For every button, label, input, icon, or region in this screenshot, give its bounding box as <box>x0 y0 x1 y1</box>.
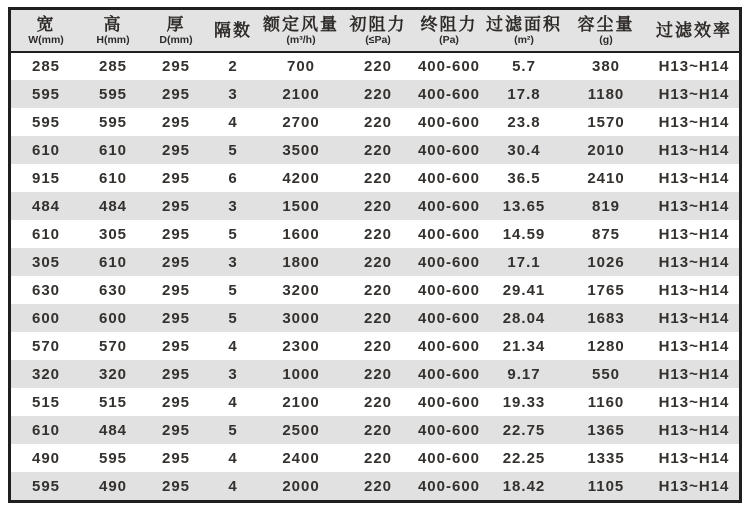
table-cell: 595 <box>98 449 128 467</box>
table-cell: 220 <box>363 85 393 103</box>
table-cell: 1105 <box>587 477 625 495</box>
table-cell: 285 <box>31 58 61 75</box>
table-cell: 220 <box>363 477 393 495</box>
table-cell: 400-600 <box>417 141 481 159</box>
table-cell: 400-600 <box>417 281 481 299</box>
table-cell: 28.04 <box>502 309 546 327</box>
table-cell: 1800 <box>282 253 320 271</box>
table-cell: 17.1 <box>507 253 541 271</box>
col-header-label: 厚 <box>166 14 186 34</box>
table-cell: H13~H14 <box>658 85 730 103</box>
table-cell: 2300 <box>282 337 320 355</box>
table-row <box>11 108 739 136</box>
table-cell: 3500 <box>282 141 320 159</box>
col-header-final-resistance <box>413 10 485 52</box>
table-cell: 484 <box>31 197 61 215</box>
table-cell: 5 <box>228 225 238 243</box>
col-header-label: 容尘量 <box>577 14 635 34</box>
table-cell: 1160 <box>587 393 625 411</box>
table-cell: 18.42 <box>502 477 546 495</box>
table-cell: 595 <box>31 113 61 131</box>
table-row <box>11 332 739 360</box>
table-cell: 1683 <box>587 309 625 327</box>
table-cell: 6 <box>228 169 238 187</box>
table-cell: 295 <box>161 365 191 383</box>
table-cell: 4 <box>228 337 238 355</box>
table-cell: 915 <box>31 169 61 187</box>
table-cell: 305 <box>98 225 128 243</box>
filter-spec-table <box>11 10 739 500</box>
table-cell: 3 <box>228 85 238 103</box>
col-header-unit: (m²) <box>514 33 534 46</box>
table-cell: 295 <box>161 309 191 327</box>
table-cell: H13~H14 <box>658 309 730 327</box>
col-header-width <box>11 10 81 52</box>
table-cell: 220 <box>363 365 393 383</box>
table-cell: 400-600 <box>417 393 481 411</box>
table-cell: 17.8 <box>507 85 541 103</box>
table-cell: H13~H14 <box>658 58 730 75</box>
table-row <box>11 136 739 164</box>
table-cell: 2010 <box>587 141 625 159</box>
table-cell: H13~H14 <box>658 281 730 299</box>
table-cell: 22.75 <box>502 421 546 439</box>
table-cell: 2000 <box>282 477 320 495</box>
table-cell: 36.5 <box>507 169 541 187</box>
table-cell: H13~H14 <box>658 393 730 411</box>
table-cell: 220 <box>363 449 393 467</box>
table-cell: H13~H14 <box>658 113 730 131</box>
table-frame <box>8 7 742 503</box>
col-header-label: 隔数 <box>214 20 252 40</box>
table-cell: 819 <box>591 197 621 215</box>
table-cell: 2100 <box>282 393 320 411</box>
table-cell: 2500 <box>282 421 320 439</box>
table-cell: 570 <box>31 337 61 355</box>
table-cell: 220 <box>363 197 393 215</box>
table-cell: 220 <box>363 421 393 439</box>
table-cell: 1365 <box>587 421 625 439</box>
table-cell: 295 <box>161 421 191 439</box>
table-cell: 220 <box>363 281 393 299</box>
col-header-unit: (≤Pa) <box>365 33 391 46</box>
col-header-unit: H(mm) <box>96 33 130 46</box>
col-header-height <box>81 10 145 52</box>
table-row <box>11 248 739 276</box>
table-cell: 30.4 <box>507 141 541 159</box>
col-header-rated-airflow <box>259 10 343 52</box>
table-cell: 484 <box>98 197 128 215</box>
table-cell: 610 <box>31 141 61 159</box>
table-row <box>11 52 739 80</box>
col-header-partitions <box>207 10 259 52</box>
table-cell: 305 <box>31 253 61 271</box>
table-cell: 400-600 <box>417 253 481 271</box>
table-row <box>11 472 739 500</box>
table-cell: 220 <box>363 309 393 327</box>
table-row <box>11 192 739 220</box>
table-cell: 2410 <box>587 169 625 187</box>
table-row <box>11 164 739 192</box>
table-cell: 595 <box>98 85 128 103</box>
table-cell: 295 <box>161 113 191 131</box>
table-cell: 22.25 <box>502 449 546 467</box>
table-cell: 490 <box>31 449 61 467</box>
table-cell: 220 <box>363 169 393 187</box>
table-cell: 14.59 <box>502 225 546 243</box>
table-cell: H13~H14 <box>658 197 730 215</box>
table-cell: H13~H14 <box>658 365 730 383</box>
table-cell: 295 <box>161 337 191 355</box>
table-cell: 2 <box>228 58 238 75</box>
table-cell: 3 <box>228 197 238 215</box>
table-cell: 1500 <box>282 197 320 215</box>
table-cell: 2400 <box>282 449 320 467</box>
table-cell: 285 <box>98 58 128 75</box>
table-cell: 400-600 <box>417 169 481 187</box>
col-header-filter-area <box>485 10 563 52</box>
table-cell: 2700 <box>282 113 320 131</box>
table-cell: 610 <box>98 141 128 159</box>
col-header-label: 初阻力 <box>349 14 407 34</box>
table-cell: 3200 <box>282 281 320 299</box>
table-cell: 400-600 <box>417 58 481 75</box>
table-cell: 2100 <box>282 85 320 103</box>
table-cell: 295 <box>161 281 191 299</box>
table-cell: H13~H14 <box>658 337 730 355</box>
table-cell: 400-600 <box>417 309 481 327</box>
col-header-unit: (g) <box>599 33 613 46</box>
table-cell: 1000 <box>282 365 320 383</box>
table-cell: 220 <box>363 58 393 75</box>
table-cell: 5 <box>228 141 238 159</box>
col-header-label: 宽 <box>36 14 56 34</box>
table-cell: 550 <box>591 365 621 383</box>
table-cell: 295 <box>161 141 191 159</box>
table-cell: 4 <box>228 113 238 131</box>
table-cell: 9.17 <box>507 365 541 383</box>
table-cell: 515 <box>31 393 61 411</box>
table-cell: 400-600 <box>417 197 481 215</box>
table-cell: 5 <box>228 281 238 299</box>
header-row <box>11 10 739 52</box>
table-cell: 21.34 <box>502 337 546 355</box>
table-cell: H13~H14 <box>658 477 730 495</box>
col-header-initial-resistance <box>343 10 413 52</box>
table-cell: 295 <box>161 225 191 243</box>
table-cell: 5 <box>228 309 238 327</box>
table-cell: 610 <box>98 253 128 271</box>
table-cell: 5 <box>228 421 238 439</box>
table-cell: 400-600 <box>417 421 481 439</box>
table-cell: 5.7 <box>512 58 536 75</box>
col-header-unit: D(mm) <box>159 33 193 46</box>
table-cell: 595 <box>31 477 61 495</box>
table-cell: 1570 <box>587 113 625 131</box>
table-cell: 700 <box>286 58 316 75</box>
table-cell: 610 <box>98 169 128 187</box>
table-cell: H13~H14 <box>658 225 730 243</box>
table-cell: 3000 <box>282 309 320 327</box>
table-cell: 1026 <box>587 253 625 271</box>
col-header-label: 过滤面积 <box>486 14 562 34</box>
col-header-filter-efficiency <box>649 10 739 52</box>
table-cell: 320 <box>31 365 61 383</box>
table-cell: 23.8 <box>507 113 541 131</box>
table-cell: 4200 <box>282 169 320 187</box>
table-cell: 610 <box>31 421 61 439</box>
table-cell: 400-600 <box>417 449 481 467</box>
table-cell: H13~H14 <box>658 253 730 271</box>
table-cell: 4 <box>228 477 238 495</box>
table-cell: 595 <box>31 85 61 103</box>
table-cell: 400-600 <box>417 337 481 355</box>
table-cell: 295 <box>161 449 191 467</box>
table-row <box>11 444 739 472</box>
table-cell: 1180 <box>587 85 625 103</box>
table-cell: 1765 <box>587 281 625 299</box>
table-row <box>11 360 739 388</box>
col-header-label: 过滤效率 <box>656 20 732 40</box>
table-cell: 320 <box>98 365 128 383</box>
table-cell: H13~H14 <box>658 141 730 159</box>
table-cell: 220 <box>363 337 393 355</box>
col-header-label: 额定风量 <box>263 14 339 34</box>
table-row <box>11 388 739 416</box>
table-cell: 400-600 <box>417 113 481 131</box>
table-cell: 600 <box>31 309 61 327</box>
table-cell: 400-600 <box>417 365 481 383</box>
table-cell: 630 <box>98 281 128 299</box>
table-cell: 295 <box>161 85 191 103</box>
table-cell: 295 <box>161 197 191 215</box>
table-row <box>11 416 739 444</box>
table-cell: 295 <box>161 253 191 271</box>
table-cell: 400-600 <box>417 225 481 243</box>
table-cell: 400-600 <box>417 477 481 495</box>
table-body <box>11 52 739 500</box>
table-row <box>11 276 739 304</box>
col-header-label: 终阻力 <box>420 14 478 34</box>
table-cell: 295 <box>161 58 191 75</box>
table-row <box>11 304 739 332</box>
table-cell: 380 <box>591 58 621 75</box>
table-row <box>11 80 739 108</box>
table-cell: 295 <box>161 393 191 411</box>
table-cell: 4 <box>228 393 238 411</box>
col-header-depth <box>145 10 207 52</box>
table-cell: 29.41 <box>502 281 546 299</box>
table-cell: H13~H14 <box>658 449 730 467</box>
table-cell: 600 <box>98 309 128 327</box>
table-cell: 484 <box>98 421 128 439</box>
table-cell: 220 <box>363 113 393 131</box>
table-row <box>11 220 739 248</box>
col-header-label: 高 <box>103 14 123 34</box>
table-cell: 13.65 <box>502 197 546 215</box>
table-cell: 400-600 <box>417 85 481 103</box>
col-header-unit: (m³/h) <box>286 33 316 46</box>
table-cell: 1600 <box>282 225 320 243</box>
table-cell: 1280 <box>587 337 625 355</box>
table-cell: 220 <box>363 393 393 411</box>
table-cell: 220 <box>363 225 393 243</box>
table-cell: 610 <box>31 225 61 243</box>
table-cell: 19.33 <box>502 393 546 411</box>
table-cell: 595 <box>98 113 128 131</box>
table-cell: 875 <box>591 225 621 243</box>
col-header-dust-capacity <box>563 10 649 52</box>
table-cell: 490 <box>98 477 128 495</box>
table-cell: 220 <box>363 141 393 159</box>
table-cell: H13~H14 <box>658 169 730 187</box>
table-cell: 220 <box>363 253 393 271</box>
col-header-unit: (Pa) <box>439 33 459 46</box>
table-cell: 295 <box>161 477 191 495</box>
col-header-unit: W(mm) <box>28 33 64 46</box>
table-cell: 630 <box>31 281 61 299</box>
table-cell: 3 <box>228 253 238 271</box>
table-cell: H13~H14 <box>658 421 730 439</box>
table-cell: 295 <box>161 169 191 187</box>
table-cell: 4 <box>228 449 238 467</box>
table-cell: 570 <box>98 337 128 355</box>
table-cell: 1335 <box>587 449 625 467</box>
table-cell: 3 <box>228 365 238 383</box>
table-cell: 515 <box>98 393 128 411</box>
